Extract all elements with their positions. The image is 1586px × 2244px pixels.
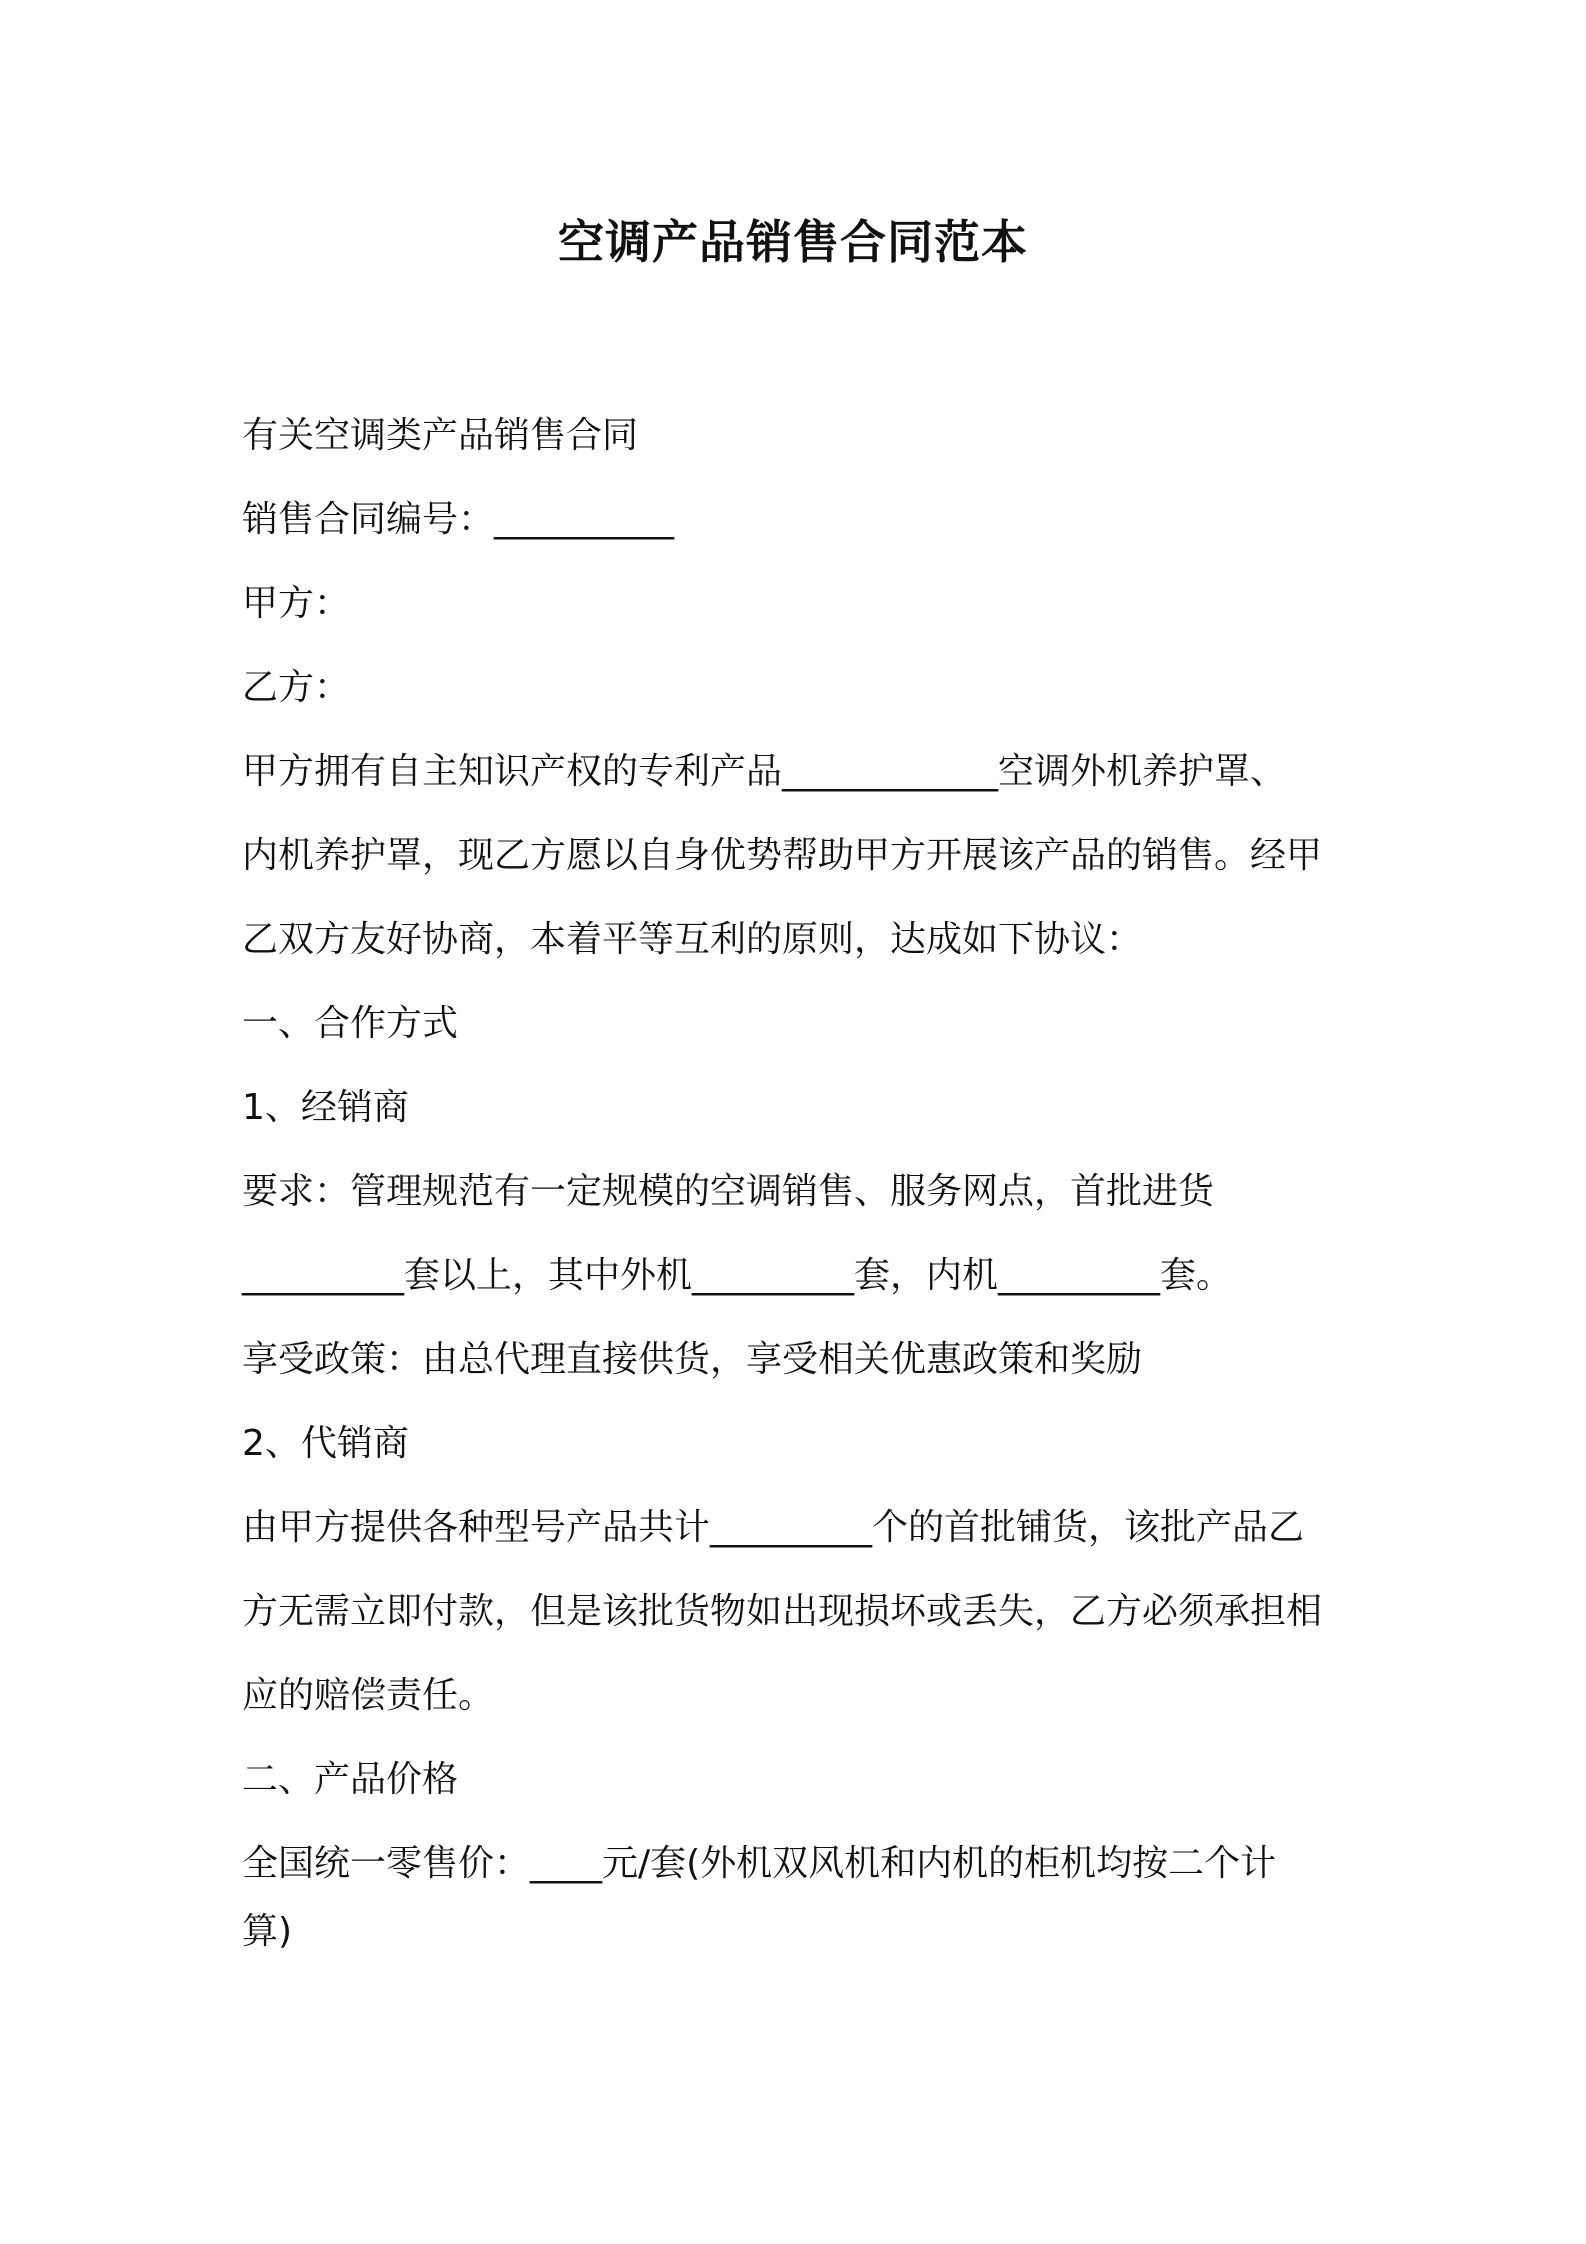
dealer-policy-line: 享受政策：由总代理直接供货，享受相关优惠政策和奖励 (242, 1339, 1143, 1380)
contract-subtitle: 有关空调类产品销售合同 (242, 415, 639, 456)
retail-price-line-1: 全国统一零售价：____元/套(外机双风机和内机的柜机均按二个计 (242, 1843, 1277, 1884)
preamble-line-2: 内机养护罩，现乙方愿以自身优势帮助甲方开展该产品的销售。经甲 (242, 835, 1323, 876)
section-heading-cooperation: 一、合作方式 (242, 1003, 459, 1044)
retail-price-line-2: 算) (242, 1911, 293, 1952)
preamble-line-1: 甲方拥有自主知识产权的专利产品____________空调外机养护罩、 (242, 751, 1287, 792)
agent-terms-line-2: 方无需立即付款，但是该批货物如出现损坏或丢失，乙方必须承担相 (242, 1591, 1323, 1632)
subsection-heading-agent: 2、代销商 (242, 1423, 409, 1464)
party-a-line: 甲方： (242, 583, 351, 624)
subsection-heading-dealer: 1、经销商 (242, 1087, 409, 1128)
agent-terms-line-3: 应的赔偿责任。 (242, 1675, 495, 1716)
preamble-line-3: 乙双方友好协商，本着平等互利的原则，达成如下协议： (242, 919, 1143, 960)
agent-terms-line-1: 由甲方提供各种型号产品共计_________个的首批铺货，该批产品乙 (242, 1507, 1305, 1548)
document-title: 空调产品销售合同范本 (558, 215, 1028, 269)
dealer-requirement-line-2: _________套以上，其中外机_________套，内机_________套。 (242, 1255, 1233, 1296)
contract-number-line: 销售合同编号：__________ (242, 499, 675, 540)
party-b-line: 乙方： (242, 667, 351, 708)
dealer-requirement-line-1: 要求：管理规范有一定规模的空调销售、服务网点，首批进货 (242, 1171, 1215, 1212)
section-heading-price: 二、产品价格 (242, 1759, 459, 1800)
